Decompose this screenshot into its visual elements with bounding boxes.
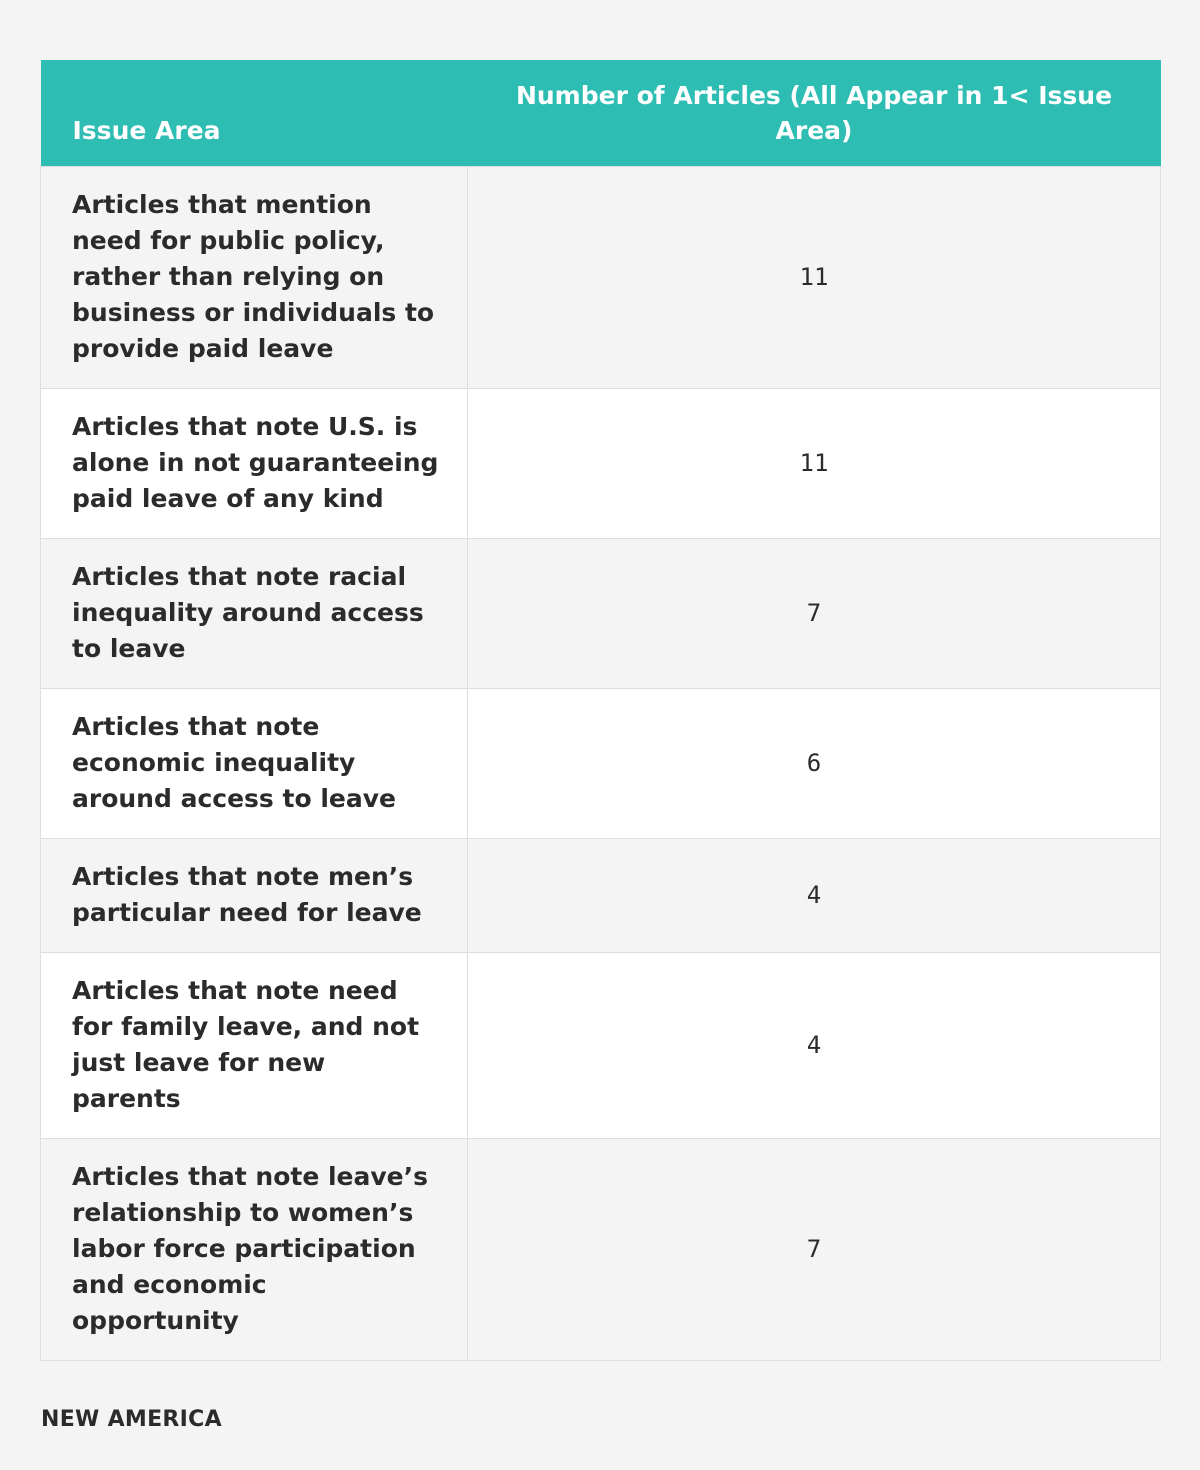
table-header	[41, 60, 1161, 166]
header-issue-area: Issue Area	[41, 60, 468, 166]
header-row	[41, 60, 1161, 166]
issue-area-cell: Articles that mention need for public policy, rather than relying on business or individuals to provide paid leave	[41, 166, 468, 388]
table-row	[41, 166, 1161, 388]
data-table-container	[40, 60, 1160, 1361]
issue-area-cell: Articles that note U.S. is alone in not guaranteeing paid leave of any kind	[41, 388, 468, 538]
table-row	[41, 952, 1161, 1138]
issue-area-cell: Articles that note leave’s relationship to women’s labor force participation and economic opportunity	[41, 1138, 468, 1360]
brand-footer: NEW AMERICA	[41, 1407, 222, 1432]
table-row	[41, 688, 1161, 838]
article-count-cell: 4	[468, 952, 1161, 1138]
article-count-cell: 4	[468, 838, 1161, 952]
article-count-cell: 7	[468, 1138, 1161, 1360]
article-count-cell: 6	[468, 688, 1161, 838]
issue-area-cell: Articles that note economic inequality around access to leave	[41, 688, 468, 838]
table-row	[41, 1138, 1161, 1360]
table-row	[41, 538, 1161, 688]
issue-area-cell: Articles that note men’s particular need for leave	[41, 838, 468, 952]
table-row	[41, 838, 1161, 952]
table-body	[41, 166, 1161, 1360]
article-count-cell: 7	[468, 538, 1161, 688]
issue-area-cell: Articles that note need for family leave, and not just leave for new parents	[41, 952, 468, 1138]
article-count-cell: 11	[468, 388, 1161, 538]
issue-area-cell: Articles that note racial inequality around access to leave	[41, 538, 468, 688]
issue-table	[40, 60, 1161, 1361]
table-row	[41, 388, 1161, 538]
article-count-cell: 11	[468, 166, 1161, 388]
header-number-of-articles: Number of Articles (All Appear in 1< Issue Area)	[468, 60, 1161, 166]
